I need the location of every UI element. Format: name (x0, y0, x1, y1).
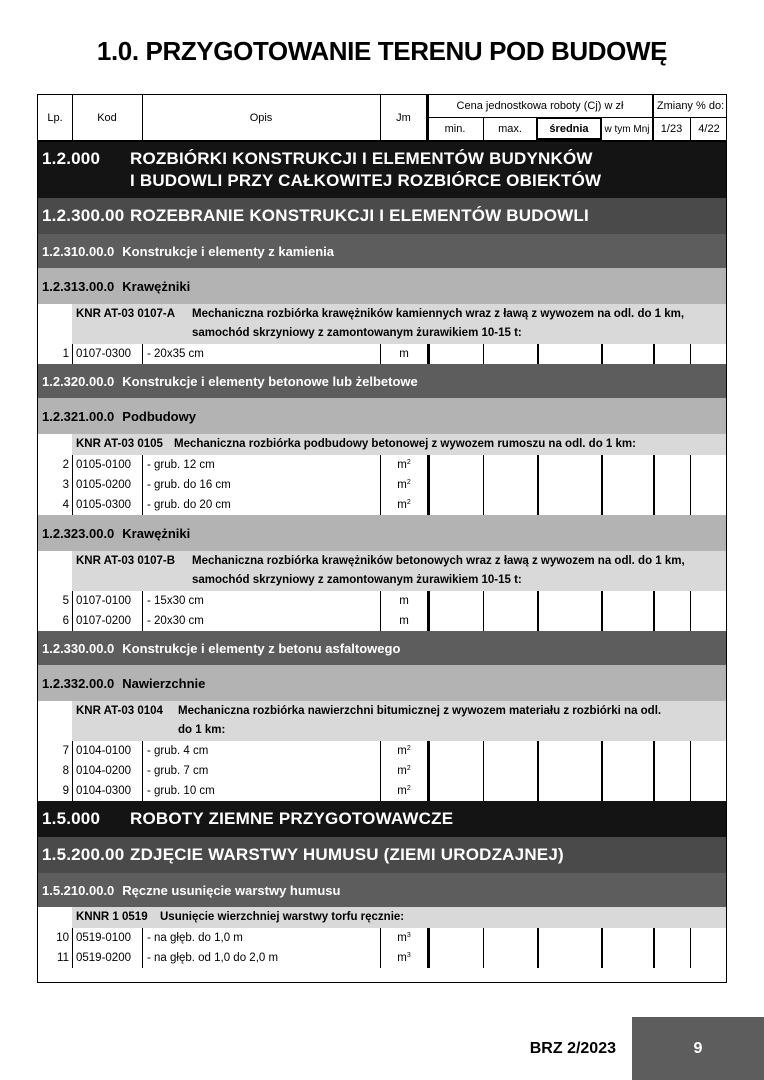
table-row (38, 928, 726, 948)
change-2-cell (690, 455, 727, 475)
row-lp: 10 (56, 932, 69, 944)
section-number: 1.2.323.00.0 (42, 525, 115, 541)
row-jm (380, 495, 427, 515)
row-lp: 2 (62, 459, 69, 471)
group-heading (38, 234, 726, 268)
change-2-cell (690, 761, 727, 781)
row-lp: 1 (62, 348, 69, 360)
divider (380, 95, 381, 140)
catalog-code: KNR AT-03 0107-A (76, 308, 176, 320)
price-min-cell (427, 741, 483, 761)
row-jm (380, 591, 427, 611)
catalog-code: KNR AT-03 0105 (76, 438, 163, 450)
row-opis: - grub. 4 cm (142, 741, 380, 761)
header-min: min. (444, 123, 466, 135)
price-avg-cell (537, 344, 601, 364)
price-mnj-cell (601, 591, 653, 611)
description-line: do 1 km: (178, 724, 226, 736)
unit: m (397, 745, 407, 757)
row-lp: 7 (62, 745, 69, 757)
change-1-cell (653, 611, 690, 631)
price-table (37, 94, 727, 983)
table-row (38, 455, 726, 475)
unit: m (397, 932, 407, 944)
header-z2: 4/22 (698, 123, 720, 135)
section-heading (38, 801, 726, 837)
section-number: 1.2.310.00.0 (42, 243, 115, 259)
unit-exponent: 2 (406, 459, 411, 466)
table-row (38, 591, 726, 611)
divider (483, 117, 484, 140)
price-min-cell (427, 455, 483, 475)
section-number: 1.2.332.00.0 (42, 675, 115, 691)
header-z1: 1/23 (660, 123, 683, 135)
unit-exponent: 3 (406, 932, 411, 939)
price-max-cell (483, 475, 537, 495)
row-kod: 0104-0200 (72, 761, 142, 781)
price-max-cell (483, 781, 537, 801)
price-mnj-cell (601, 475, 653, 495)
price-min-cell (427, 475, 483, 495)
section-number: 1.2.320.00.0 (42, 373, 115, 389)
unit-exponent: 2 (406, 765, 411, 772)
change-2-cell (690, 475, 727, 495)
row-jm (380, 741, 427, 761)
description-line: Mechaniczna rozbiórka krawężników betonowych wraz z ławą z wywozem na odl. do 1 km, (192, 555, 685, 567)
price-avg-cell (537, 781, 601, 801)
row-lp: 4 (62, 499, 69, 511)
change-2-cell (690, 781, 727, 801)
row-opis: - grub. 12 cm (142, 455, 380, 475)
section-title: ROZEBRANIE KONSTRUKCJI I ELEMENTÓW BUDOWLI (130, 206, 589, 225)
header-lp: Lp. (47, 111, 63, 124)
section-title: Konstrukcje i elementy z betonu asfaltowego (122, 640, 401, 656)
price-max-cell (483, 928, 537, 948)
table-row (38, 475, 726, 495)
section-number: 1.5.000 (42, 809, 101, 828)
divider (690, 117, 691, 140)
unit: m (399, 615, 409, 627)
price-min-cell (427, 761, 483, 781)
row-opis: - na głęb. od 1,0 do 2,0 m (142, 948, 380, 968)
change-1-cell (653, 741, 690, 761)
description-line: Mechaniczna rozbiórka krawężników kamiennych wraz z ławą z wywozem na odl. do 1 km, (192, 308, 685, 320)
divider (426, 95, 429, 140)
section-number: 1.5.210.00.0 (42, 882, 115, 898)
price-avg-cell (537, 761, 601, 781)
price-max-cell (483, 344, 537, 364)
row-jm (380, 611, 427, 631)
price-max-cell (483, 591, 537, 611)
price-mnj-cell (601, 495, 653, 515)
change-1-cell (653, 475, 690, 495)
price-min-cell (427, 611, 483, 631)
price-avg-cell (537, 928, 601, 948)
price-min-cell (427, 781, 483, 801)
header-max: max. (498, 123, 522, 135)
unit: m (397, 479, 407, 491)
row-jm (380, 928, 427, 948)
change-1-cell (653, 344, 690, 364)
page-title: 1.0. PRZYGOTOWANIE TERENU POD BUDOWĘ (96, 36, 668, 66)
price-max-cell (483, 761, 537, 781)
price-avg-cell (537, 948, 601, 968)
price-mnj-cell (601, 928, 653, 948)
section-title: ROBOTY ZIEMNE PRZYGOTOWAWCZE (130, 809, 454, 828)
row-jm (380, 948, 427, 968)
row-opis: - 20x35 cm (142, 344, 380, 364)
group-heading (38, 873, 726, 907)
header-zmiany: Zmiany % do: (656, 100, 725, 112)
header-srednia: średnia (549, 123, 589, 135)
row-lp: 5 (62, 595, 69, 607)
price-max-cell (483, 741, 537, 761)
row-lp: 9 (62, 785, 69, 797)
table-row (38, 741, 726, 761)
change-1-cell (653, 948, 690, 968)
price-mnj-cell (601, 344, 653, 364)
description-line: Mechaniczna rozbiórka podbudowy betonowej z wywozem rumoszu na odl. do 1 km: (174, 438, 636, 450)
change-2-cell (690, 611, 727, 631)
price-mnj-cell (601, 761, 653, 781)
change-1-cell (653, 455, 690, 475)
section-title-continued: I BUDOWLI PRZY CAŁKOWITEJ ROZBIÓRCE OBIEKTÓW (130, 171, 602, 190)
catalog-description (72, 304, 726, 344)
section-title: Konstrukcje i elementy betonowe lub żelbetowe (122, 373, 418, 389)
divider (72, 95, 73, 140)
catalog-description (72, 907, 726, 928)
row-jm (380, 475, 427, 495)
price-mnj-cell (601, 611, 653, 631)
group-heading (38, 364, 726, 398)
catalog-code: KNR AT-03 0104 (76, 705, 163, 717)
row-opis: - grub. 7 cm (142, 761, 380, 781)
row-kod: 0104-0300 (72, 781, 142, 801)
unit-exponent: 2 (406, 479, 411, 486)
change-1-cell (653, 928, 690, 948)
price-min-cell (427, 928, 483, 948)
page-number: 9 (632, 1017, 764, 1080)
change-2-cell (690, 928, 727, 948)
unit: m (397, 765, 407, 777)
divider (142, 95, 143, 140)
row-kod: 0519-0100 (72, 928, 142, 948)
table-row (38, 781, 726, 801)
catalog-description (72, 434, 726, 455)
header-opis: Opis (249, 111, 273, 124)
unit: m (399, 348, 409, 360)
unit: m (397, 459, 407, 471)
subsection-heading (38, 837, 726, 873)
row-kod: 0105-0200 (72, 475, 142, 495)
change-2-cell (690, 495, 727, 515)
price-avg-cell (537, 741, 601, 761)
unit-exponent: 2 (406, 499, 411, 506)
header-jm: Jm (396, 111, 411, 124)
srednia-frame (536, 117, 602, 140)
unit: m (397, 499, 407, 511)
row-lp: 11 (57, 952, 69, 964)
section-number: 1.2.321.00.0 (42, 408, 115, 424)
unit-exponent: 2 (406, 745, 411, 752)
catalog-description (72, 701, 726, 741)
table-header (38, 95, 726, 142)
unit: m (399, 595, 409, 607)
price-avg-cell (537, 611, 601, 631)
catalog-code: KNR AT-03 0107-B (76, 555, 176, 567)
price-mnj-cell (601, 781, 653, 801)
header-kod: Kod (97, 111, 117, 124)
row-opis: - 15x30 cm (142, 591, 380, 611)
subsection-heading (38, 198, 726, 234)
row-kod: 0519-0200 (72, 948, 142, 968)
header-cena: Cena jednostkowa roboty (Cj) w zł (456, 100, 624, 112)
row-jm (380, 781, 427, 801)
section-number: 1.2.330.00.0 (42, 640, 115, 656)
price-max-cell (483, 455, 537, 475)
price-mnj-cell (601, 948, 653, 968)
row-jm (380, 344, 427, 364)
row-opis: - na głęb. do 1,0 m (142, 928, 380, 948)
price-avg-cell (537, 475, 601, 495)
publication-label: BRZ 2/2023 (0, 1017, 632, 1080)
section-heading (38, 142, 726, 198)
unit: m (397, 952, 407, 964)
row-jm (380, 455, 427, 475)
item-group-heading (38, 665, 726, 701)
section-title: Krawężniki (122, 525, 191, 541)
price-mnj-cell (601, 455, 653, 475)
price-min-cell (427, 591, 483, 611)
row-opis: - 20x30 cm (142, 611, 380, 631)
item-group-heading (38, 398, 726, 434)
price-min-cell (427, 948, 483, 968)
description-line: samochód skrzyniowy z zamontowanym żurawikiem 10-15 t: (192, 574, 522, 586)
unit-exponent: 3 (406, 952, 411, 959)
section-title: Nawierzchnie (122, 675, 206, 691)
price-min-cell (427, 344, 483, 364)
table-row (38, 761, 726, 781)
description-line: Mechaniczna rozbiórka nawierzchni bitumicznej z wywozem materiału z rozbiórki na odl. (178, 705, 662, 717)
row-opis: - grub. do 20 cm (142, 495, 380, 515)
item-group-heading (38, 268, 726, 304)
row-kod: 0107-0100 (72, 591, 142, 611)
row-lp: 3 (62, 479, 69, 491)
price-avg-cell (537, 455, 601, 475)
section-title: Konstrukcje i elementy z kamienia (122, 243, 334, 259)
change-1-cell (653, 781, 690, 801)
change-2-cell (690, 741, 727, 761)
section-number: 1.2.000 (42, 149, 101, 168)
row-kod: 0107-0200 (72, 611, 142, 631)
row-lp: 6 (62, 615, 69, 627)
row-kod: 0105-0300 (72, 495, 142, 515)
catalog-description (72, 551, 726, 591)
change-1-cell (653, 495, 690, 515)
divider (652, 95, 654, 140)
section-title: ROZBIÓRKI KONSTRUKCJI I ELEMENTÓW BUDYNKÓW (130, 149, 593, 168)
price-avg-cell (537, 591, 601, 611)
row-lp: 8 (62, 765, 69, 777)
row-jm (380, 761, 427, 781)
row-opis: - grub. 10 cm (142, 781, 380, 801)
price-max-cell (483, 495, 537, 515)
change-1-cell (653, 761, 690, 781)
description-line: Usunięcie wierzchniej warstwy torfu ręcznie: (160, 911, 405, 923)
table-row (38, 344, 726, 364)
unit: m (397, 785, 407, 797)
table-row (38, 495, 726, 515)
catalog-code: KNNR 1 0519 (76, 911, 148, 923)
row-kod: 0105-0100 (72, 455, 142, 475)
unit-exponent: 2 (406, 785, 411, 792)
change-2-cell (690, 591, 727, 611)
group-heading (38, 631, 726, 665)
change-1-cell (653, 591, 690, 611)
section-number: 1.2.300.00 (42, 206, 125, 225)
item-group-heading (38, 515, 726, 551)
row-kod: 0107-0300 (72, 344, 142, 364)
price-max-cell (483, 611, 537, 631)
section-title: Ręczne usunięcie warstwy humusu (122, 882, 341, 898)
price-mnj-cell (601, 741, 653, 761)
table-row (38, 611, 726, 631)
section-title: ZDJĘCIE WARSTWY HUMUSU (ZIEMI URODZAJNEJ) (130, 845, 564, 864)
row-opis: - grub. do 16 cm (142, 475, 380, 495)
section-title: Krawężniki (122, 278, 191, 294)
price-max-cell (483, 948, 537, 968)
table-row (38, 948, 726, 968)
change-2-cell (690, 344, 727, 364)
section-title: Podbudowy (122, 408, 196, 424)
description-line: samochód skrzyniowy z zamontowanym żurawikiem 10-15 t: (192, 327, 522, 339)
section-number: 1.5.200.00 (42, 845, 125, 864)
price-avg-cell (537, 495, 601, 515)
header-mnj: w tym Mnj (604, 123, 650, 135)
section-number: 1.2.313.00.0 (42, 278, 115, 294)
change-2-cell (690, 948, 727, 968)
price-min-cell (427, 495, 483, 515)
row-kod: 0104-0100 (72, 741, 142, 761)
